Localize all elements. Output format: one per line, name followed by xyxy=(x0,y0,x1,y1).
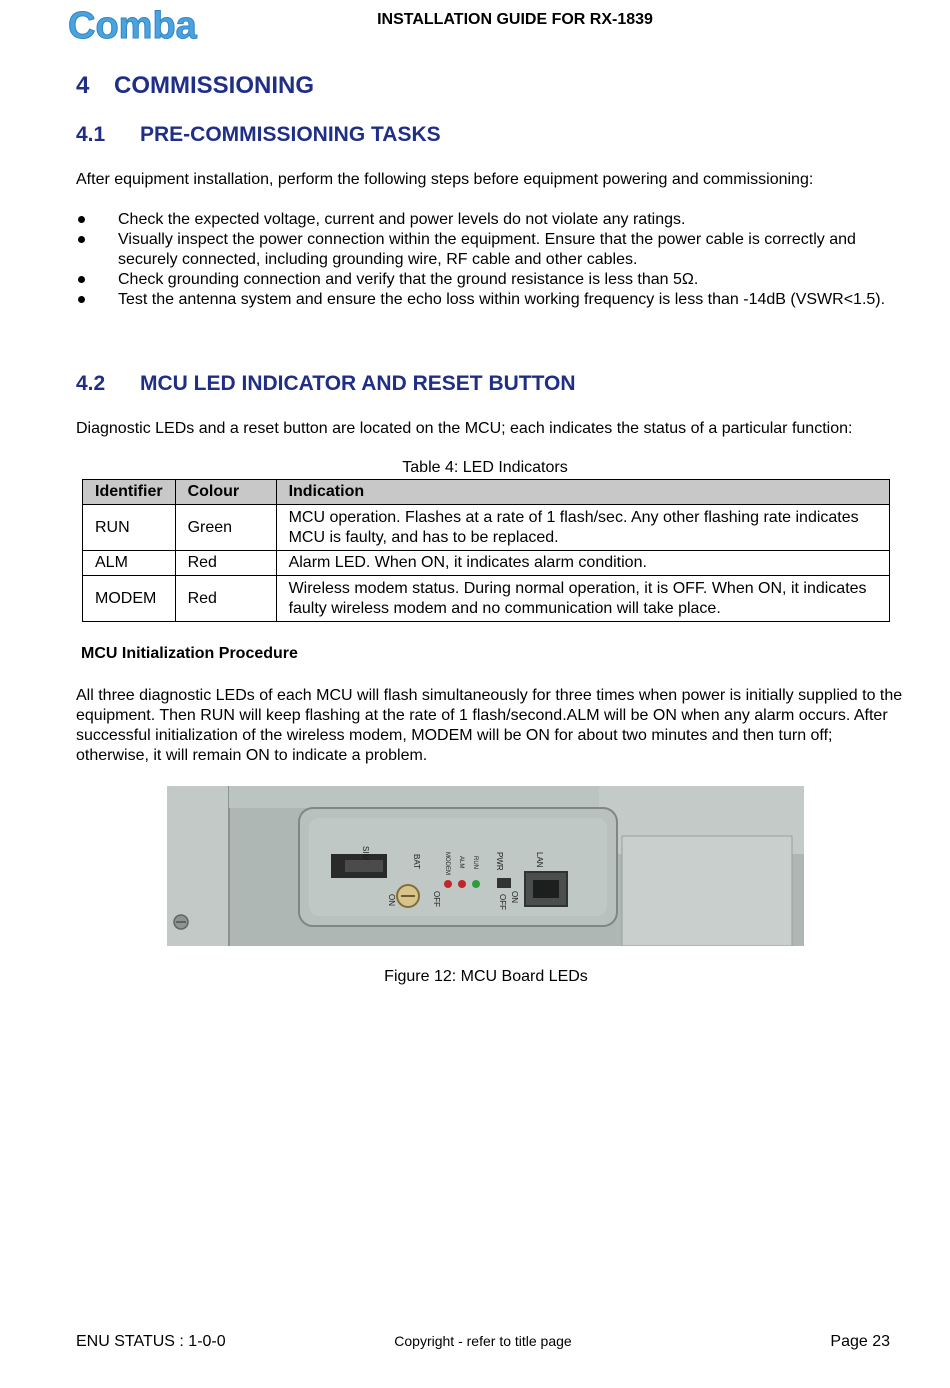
section-4-1-intro: After equipment installation, perform the following steps before equipment powering and commissioning: xyxy=(76,171,814,188)
footer-status: ENU STATUS : 1-0-0 xyxy=(76,1333,226,1350)
document-title: INSTALLATION GUIDE FOR RX-1839 xyxy=(377,11,653,28)
logo-text: Comba xyxy=(68,5,197,47)
run-led-icon xyxy=(472,880,480,888)
sim-card xyxy=(345,860,383,872)
power-switch xyxy=(497,878,511,888)
pre-commissioning-list xyxy=(76,210,906,310)
sim-label: SIM xyxy=(361,846,370,861)
figure-caption: Figure 12: MCU Board LEDs xyxy=(384,968,588,985)
table-cell: ALM xyxy=(83,551,176,576)
section-title: PRE-COMMISSIONING TASKS xyxy=(140,123,441,146)
table-row xyxy=(83,505,890,551)
table-row xyxy=(83,551,890,576)
section-number: 4.2 xyxy=(76,372,106,395)
table-caption: Table 4: LED Indicators xyxy=(402,459,568,476)
lan-port-socket xyxy=(533,880,559,898)
section-4-1-heading xyxy=(76,123,441,147)
pwr-on-label: ON xyxy=(510,891,519,903)
footer-copyright: Copyright - refer to title page xyxy=(394,1333,572,1349)
table-cell: Wireless modem status. During normal operation, it is OFF. When ON, it indicates faulty wireless modem and no communication will take place. xyxy=(276,576,889,622)
list-item: Test the antenna system and ensure the echo loss within working frequency is less than -14dB (VSWR<1.5). xyxy=(76,290,906,310)
column-header: Indication xyxy=(276,480,889,505)
section-4-2-intro: Diagnostic LEDs and a reset button are located on the MCU; each indicates the status of a particular function: xyxy=(76,420,853,437)
alm-led-icon xyxy=(458,880,466,888)
table-cell: MCU operation. Flashes at a rate of 1 flash/sec. Any other flashing rate indicates MCU is faulty, and has to be replaced. xyxy=(276,505,889,551)
section-title: COMMISSIONING xyxy=(114,72,315,99)
table-cell: RUN xyxy=(83,505,176,551)
mcu-init-heading: MCU Initialization Procedure xyxy=(81,645,298,662)
mcu-init-text: All three diagnostic LEDs of each MCU will flash simultaneously for three times when power is initially supplied to the equipment. Then RUN will keep flashing at the rate of 1 flash/second.ALM will be ON when any alarm occurs. After successful initialization of the wireless modem, MODEM will be ON for about two minutes and then turn off; otherwise, it will remain ON to indicate a problem. xyxy=(76,687,903,764)
led-indicator-table xyxy=(82,479,890,622)
section-4-2-heading xyxy=(76,372,576,396)
pwr-off-label: OFF xyxy=(498,894,507,910)
section-title: MCU LED INDICATOR AND RESET BUTTON xyxy=(140,372,576,395)
bat-label: BAT xyxy=(412,854,421,869)
alm-label: ALM xyxy=(458,856,464,869)
run-label: RUN xyxy=(472,856,478,869)
table-cell: Alarm LED. When ON, it indicates alarm condition. xyxy=(276,551,889,576)
modem-label: MODEM xyxy=(444,852,450,875)
bat-on-label: ON xyxy=(387,894,396,906)
pwr-label: PWR xyxy=(495,852,504,871)
table-cell: MODEM xyxy=(83,576,176,622)
section-4-heading xyxy=(76,72,314,100)
section-number: 4.1 xyxy=(76,123,106,146)
column-header: Identifier xyxy=(83,480,176,505)
list-item: Check grounding connection and verify that the ground resistance is less than 5Ω. xyxy=(76,270,906,290)
table-cell: Green xyxy=(175,505,276,551)
right-bracket xyxy=(622,836,792,946)
table-cell: Red xyxy=(175,551,276,576)
lan-label: LAN xyxy=(535,852,544,868)
bat-off-label: OFF xyxy=(432,891,441,907)
modem-led-icon xyxy=(444,880,452,888)
footer-page-number: Page 23 xyxy=(830,1333,890,1350)
table-cell: Red xyxy=(175,576,276,622)
mcu-board-photo xyxy=(167,786,804,946)
column-header: Colour xyxy=(175,480,276,505)
table-row xyxy=(83,576,890,622)
list-item: Check the expected voltage, current and power levels do not violate any ratings. xyxy=(76,210,906,230)
list-item: Visually inspect the power connection within the equipment. Ensure that the power cable is correctly and securely connected, including grounding wire, RF cable and other cables. xyxy=(76,230,906,270)
table-header-row xyxy=(83,480,890,505)
section-number: 4 xyxy=(76,72,90,99)
